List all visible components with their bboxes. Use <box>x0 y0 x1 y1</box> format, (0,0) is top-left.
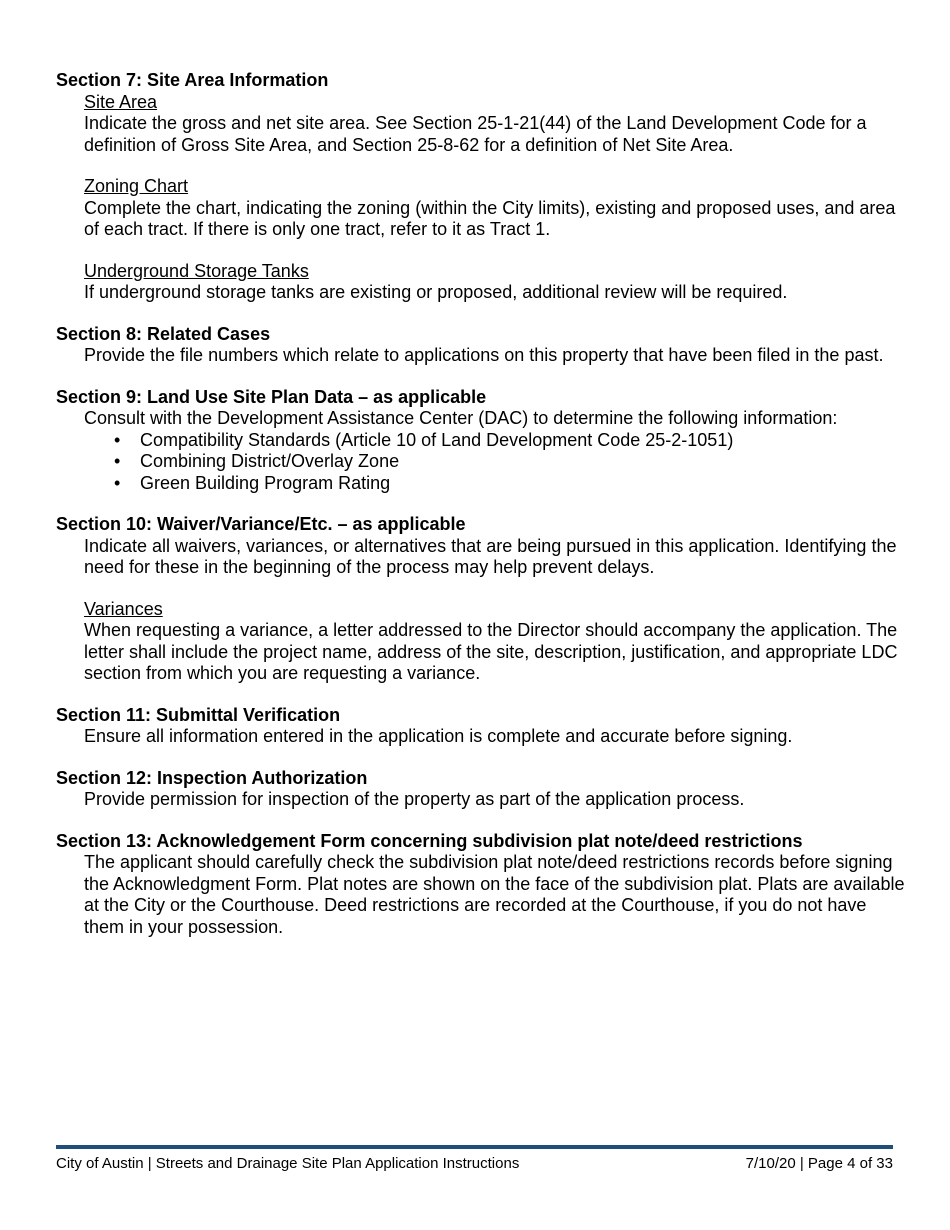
footer-rule <box>56 1145 893 1149</box>
subsection-storage-tanks <box>84 261 906 304</box>
paragraph: Consult with the Development Assistance Center (DAC) to determine the following information: <box>84 408 838 428</box>
subsection-intro <box>84 536 906 579</box>
section-heading: Section 13: Acknowledgement Form concerning subdivision plat note/deed restrictions <box>56 830 803 851</box>
section-8 <box>56 324 906 367</box>
paragraph: The applicant should carefully check the subdivision plat note/deed restrictions records before signing the Acknowledgment Form. Plat notes are shown on the face of the subdivision plat. Plats are available at the City or the Courthouse. Deed restrictions are recorded at the Courthouse, if you do not have them in your possession. <box>84 852 905 937</box>
section-body <box>56 408 906 494</box>
subheading: Underground Storage Tanks <box>84 260 309 281</box>
footer-title: City of Austin | Streets and Drainage Site Plan Application Instructions <box>56 1155 520 1172</box>
section-13 <box>56 831 906 939</box>
paragraph: If underground storage tanks are existing or proposed, additional review will be required. <box>84 282 788 302</box>
section-body <box>56 92 906 304</box>
paragraph: When requesting a variance, a letter addressed to the Director should accompany the application. The letter shall include the project name, address of the site, description, justification, and appropriate LDC section from which you are requesting a variance. <box>84 620 898 683</box>
subheading: Variances <box>84 598 163 619</box>
paragraph: Complete the chart, indicating the zoning (within the City limits), existing and proposed uses, and area of each tract. If there is only one tract, refer to it as Tract 1. <box>84 197 896 239</box>
section-body <box>56 345 906 367</box>
subsection-variances <box>84 599 906 685</box>
section-heading: Section 12: Inspection Authorization <box>56 767 368 788</box>
paragraph: Provide the file numbers which relate to applications on this property that have been filed in the past. <box>84 345 884 365</box>
section-heading: Section 10: Waiver/Variance/Etc. – as applicable <box>56 514 466 534</box>
list-item <box>112 473 906 495</box>
footer-page-number: 7/10/20 | Page 4 of 33 <box>745 1155 893 1172</box>
page-footer <box>56 1155 893 1173</box>
section-11 <box>56 705 906 748</box>
section-heading: Section 7: Site Area Information <box>56 70 329 90</box>
document-body <box>56 70 906 958</box>
section-9 <box>56 387 906 495</box>
subsection-site-area <box>84 92 906 157</box>
bullet-glyph: • <box>114 451 121 471</box>
list-item-text: Green Building Program Rating <box>140 472 391 493</box>
list-item <box>112 451 906 473</box>
section-heading: Section 9: Land Use Site Plan Data – as applicable <box>56 386 487 407</box>
section-body <box>56 536 906 685</box>
section-body <box>56 789 906 811</box>
section-heading: Section 8: Related Cases <box>56 323 271 344</box>
section-10 <box>56 514 906 685</box>
section-heading: Section 11: Submittal Verification <box>56 704 341 725</box>
section-body <box>56 852 906 938</box>
list-item <box>112 430 906 452</box>
list-item-text: Compatibility Standards (Article 10 of Land Development Code 25-2-1051) <box>140 429 734 450</box>
bullet-list <box>84 430 906 495</box>
section-12 <box>56 768 906 811</box>
subheading: Site Area <box>84 91 158 112</box>
bullet-glyph: • <box>114 429 121 450</box>
paragraph: Provide permission for inspection of the property as part of the application process. <box>84 789 745 809</box>
bullet-glyph: • <box>114 472 121 493</box>
paragraph: Indicate all waivers, variances, or alternatives that are being pursued in this application. Identifying the need for these in the beginning of the process may help prevent delays. <box>84 535 897 577</box>
subsection-zoning-chart <box>84 176 906 241</box>
section-body <box>56 726 906 748</box>
subheading: Zoning Chart <box>84 176 189 196</box>
paragraph: Ensure all information entered in the application is complete and accurate before signing. <box>84 726 793 746</box>
paragraph: Indicate the gross and net site area. See Section 25-1-21(44) of the Land Development Code for a definition of Gross Site Area, and Section 25-8-62 for a definition of Net Site Area. <box>84 113 867 155</box>
list-item-text: Combining District/Overlay Zone <box>140 451 400 471</box>
section-7 <box>56 70 906 304</box>
